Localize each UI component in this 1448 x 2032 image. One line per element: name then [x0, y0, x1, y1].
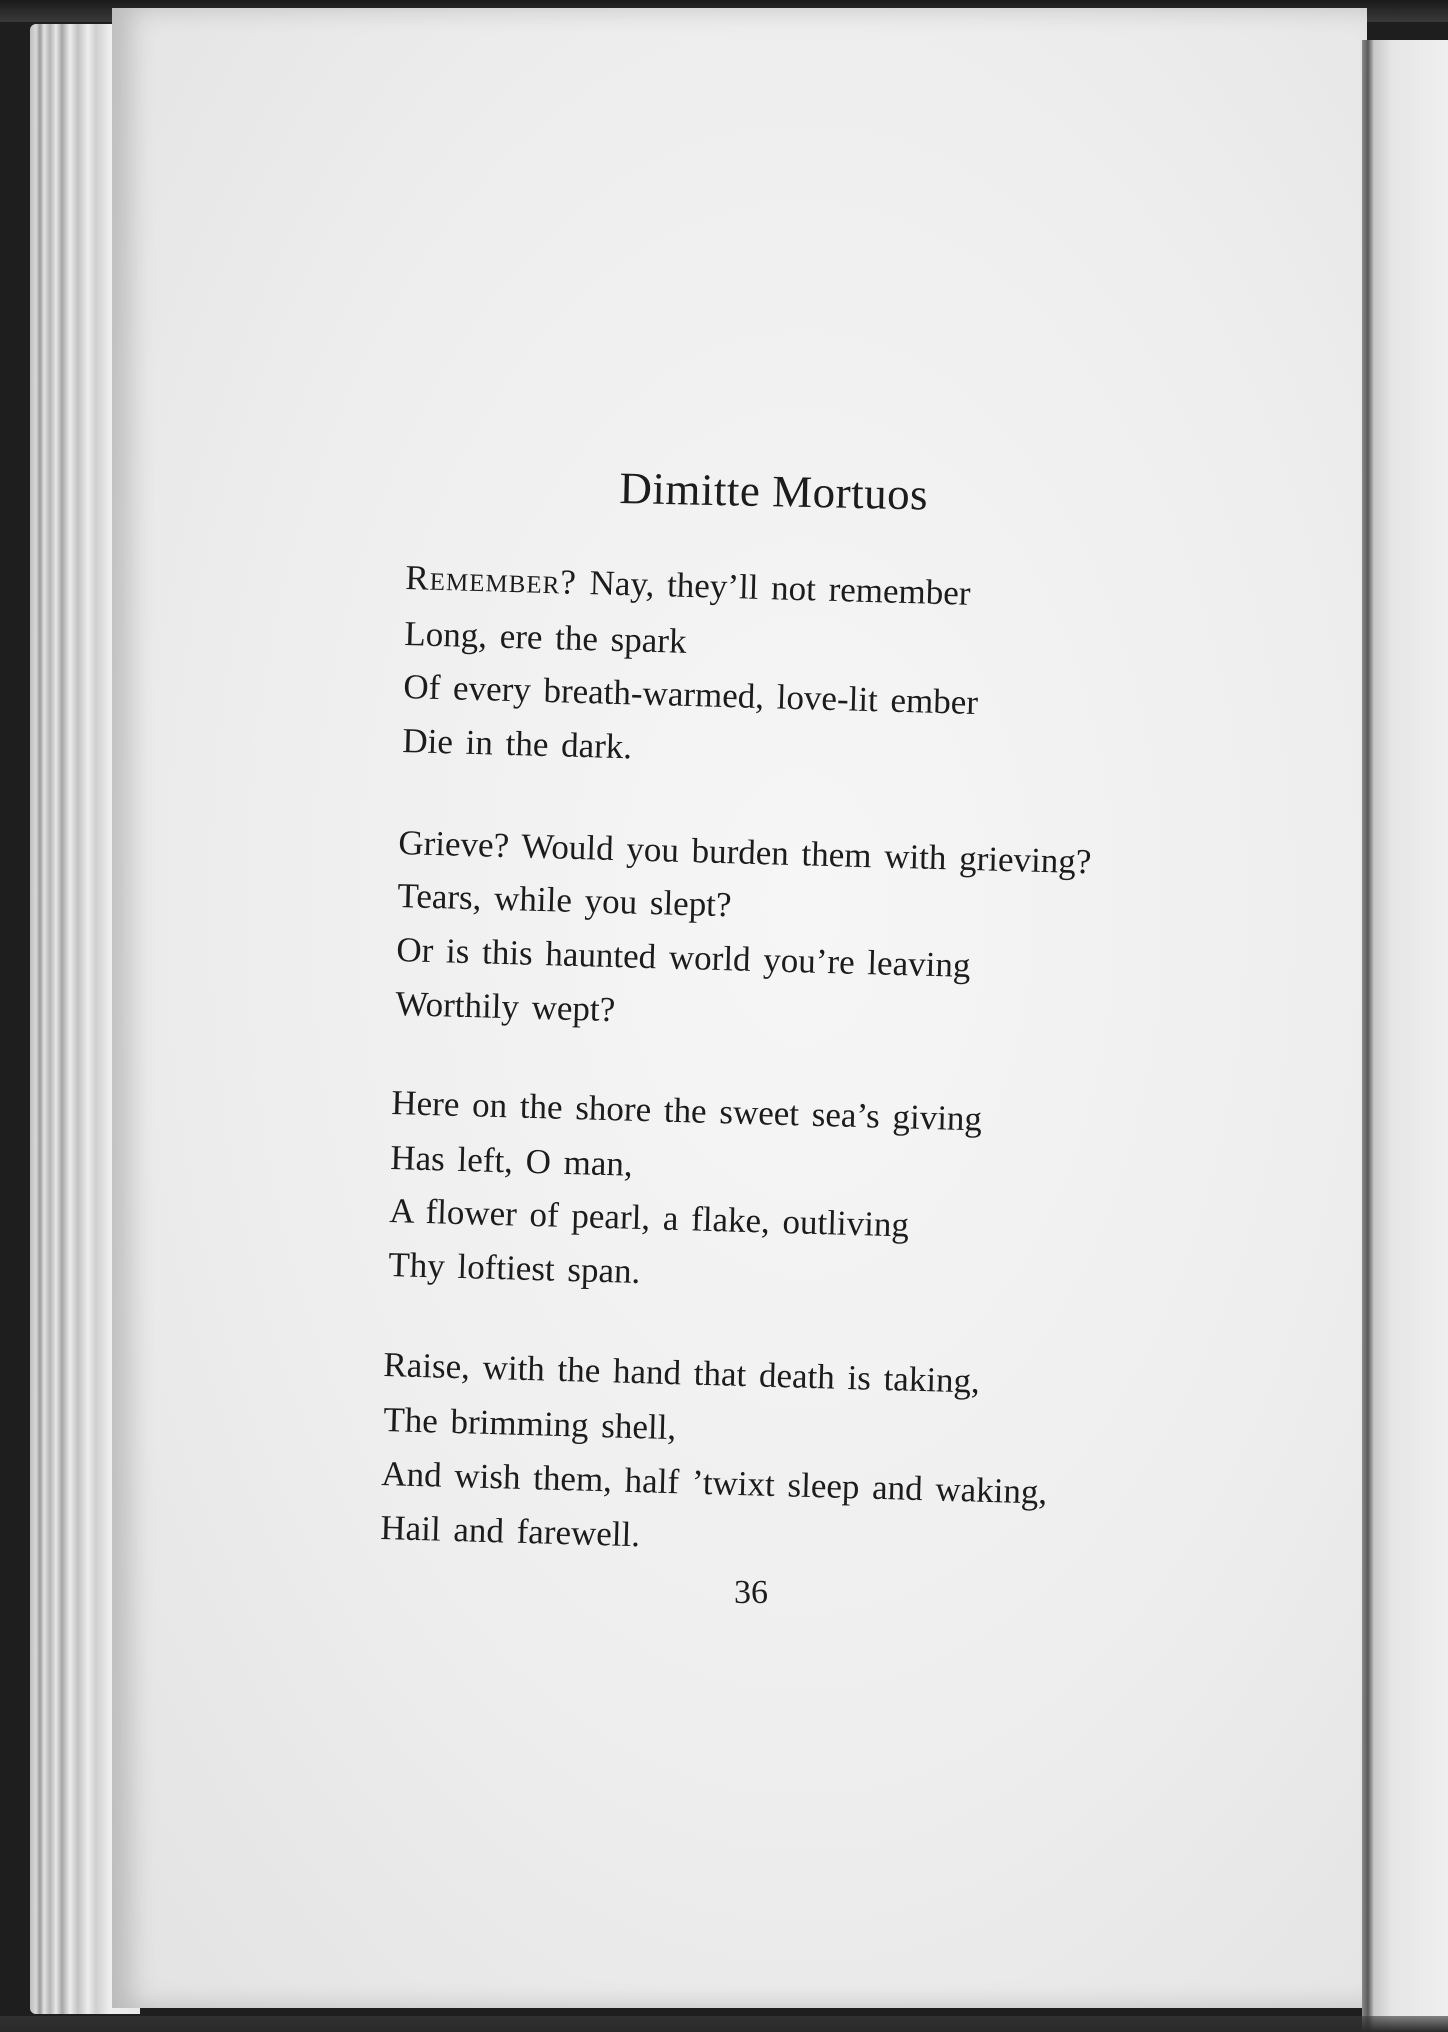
poem-line: A flower of pearl, a flake, outliving — [388, 1191, 910, 1245]
opening-word: Remember? — [404, 558, 578, 602]
poem-line: Die in the dark. — [401, 721, 633, 767]
poem-line: Here on the shore the sweet sea’s giving — [390, 1083, 983, 1139]
poem-line: Grieve? Would you burden them with grieving? — [397, 823, 1092, 882]
poem-title: Dimitte Mortuos — [618, 462, 929, 520]
poem-line: Tears, while you slept? — [396, 876, 733, 925]
poem-line: Raise, with the hand that death is taking, — [382, 1345, 981, 1401]
poem-line — [405, 558, 971, 614]
poem-line: Thy loftiest span. — [387, 1245, 641, 1292]
poem-line: Has left, O man, — [389, 1138, 634, 1184]
line-continuation: Nay, they’ll not remember — [576, 562, 972, 613]
poem-line: Or is this haunted world you’re leaving — [395, 930, 971, 986]
poem-line: Hail and farewell. — [379, 1508, 641, 1555]
poem-line: The brimming shell, — [382, 1400, 677, 1448]
poem-line: Long, ere the spark — [403, 614, 688, 661]
poem-line: Worthily wept? — [394, 984, 616, 1030]
page-number: 36 — [734, 1574, 768, 1611]
poem-line: Of every breath-warmed, love-lit ember — [402, 667, 979, 723]
poem-line: And wish them, half ’twixt sleep and waking, — [380, 1454, 1048, 1512]
